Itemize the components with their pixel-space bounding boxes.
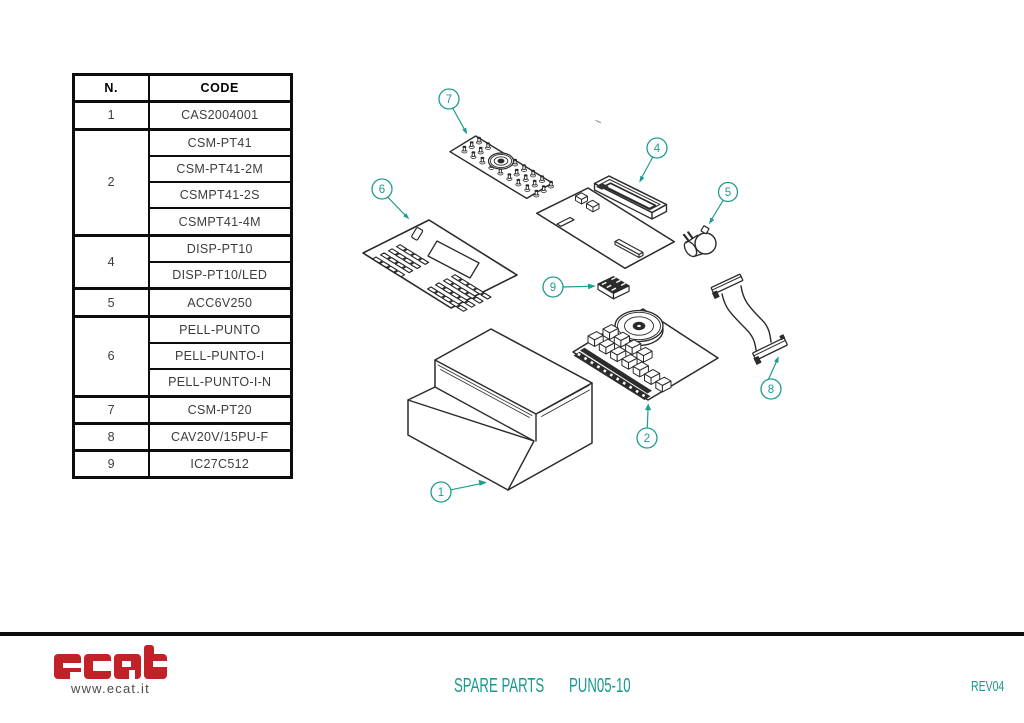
col-header-n: N. [74,75,149,102]
callout-8 [761,356,781,399]
callout-9 [543,277,596,297]
arrowhead-icon [639,176,644,183]
arrowhead-icon [588,284,596,290]
doc-type-label: SPARE PARTS [454,675,545,697]
arrowhead-icon [645,404,651,411]
cell-n: 5 [74,289,149,316]
part-5-battery [682,226,716,259]
cell-code: CSM-PT20 [149,396,292,423]
arrowhead-icon [462,128,467,135]
callout-6 [372,179,409,219]
callout-2 [637,404,657,449]
cell-code: CAV20V/15PU-F [149,423,292,450]
cell-n: 1 [74,102,149,129]
cell-n: 8 [74,423,149,450]
revision-label: REV04 [971,678,1005,695]
cell-code: DISP-PT10 [149,235,292,262]
part-7-keyboard-pcb [450,136,554,198]
cell-code: ACC6V250 [149,289,292,316]
cell-n: 2 [74,129,149,235]
part-8-ribbon-cable [710,274,791,365]
part-6-membrane-panel [363,220,517,311]
cell-n: 6 [74,316,149,396]
cell-code: IC27C512 [149,451,292,478]
cell-code: DISP-PT10/LED [149,262,292,289]
callout-4 [639,138,667,183]
doc-code: PUN05-10 [569,675,631,697]
part-1-case [408,329,592,490]
arrowhead-icon [479,480,488,486]
part-9-eprom-chip [598,277,629,299]
cell-code: PELL-PUNTO-I [149,343,292,369]
col-header-code: CODE [149,75,292,102]
arrowhead-icon [774,356,779,363]
cell-n: 7 [74,396,149,423]
svg-text:5: 5 [724,187,732,199]
callout-7 [439,89,467,134]
arrowhead-icon [709,218,714,225]
svg-text:7: 7 [445,94,453,106]
callout-5 [709,183,738,225]
cell-code: PELL-PUNTO [149,316,292,343]
cell-code: CSM-PT41 [149,129,292,156]
website-url: www.ecat.it [71,681,150,696]
cell-code: CSM-PT41-2M [149,156,292,182]
cell-code: PELL-PUNTO-I-N [149,369,292,396]
svg-text:2: 2 [643,433,651,445]
cell-code: CAS2004001 [149,102,292,129]
footer-divider [0,632,1024,636]
buzzer [489,153,514,169]
cell-n: 9 [74,451,149,478]
svg-text:8: 8 [767,384,775,396]
callout-1 [431,480,487,502]
cell-code: CSMPT41-2S [149,182,292,208]
svg-text:1: 1 [437,487,445,499]
svg-text:4: 4 [653,143,661,155]
cell-n: 4 [74,235,149,289]
cell-code: CSMPT41-4M [149,208,292,235]
svg-text:6: 6 [378,184,386,196]
svg-text:9: 9 [549,282,557,294]
part-2-main-board [573,309,718,400]
